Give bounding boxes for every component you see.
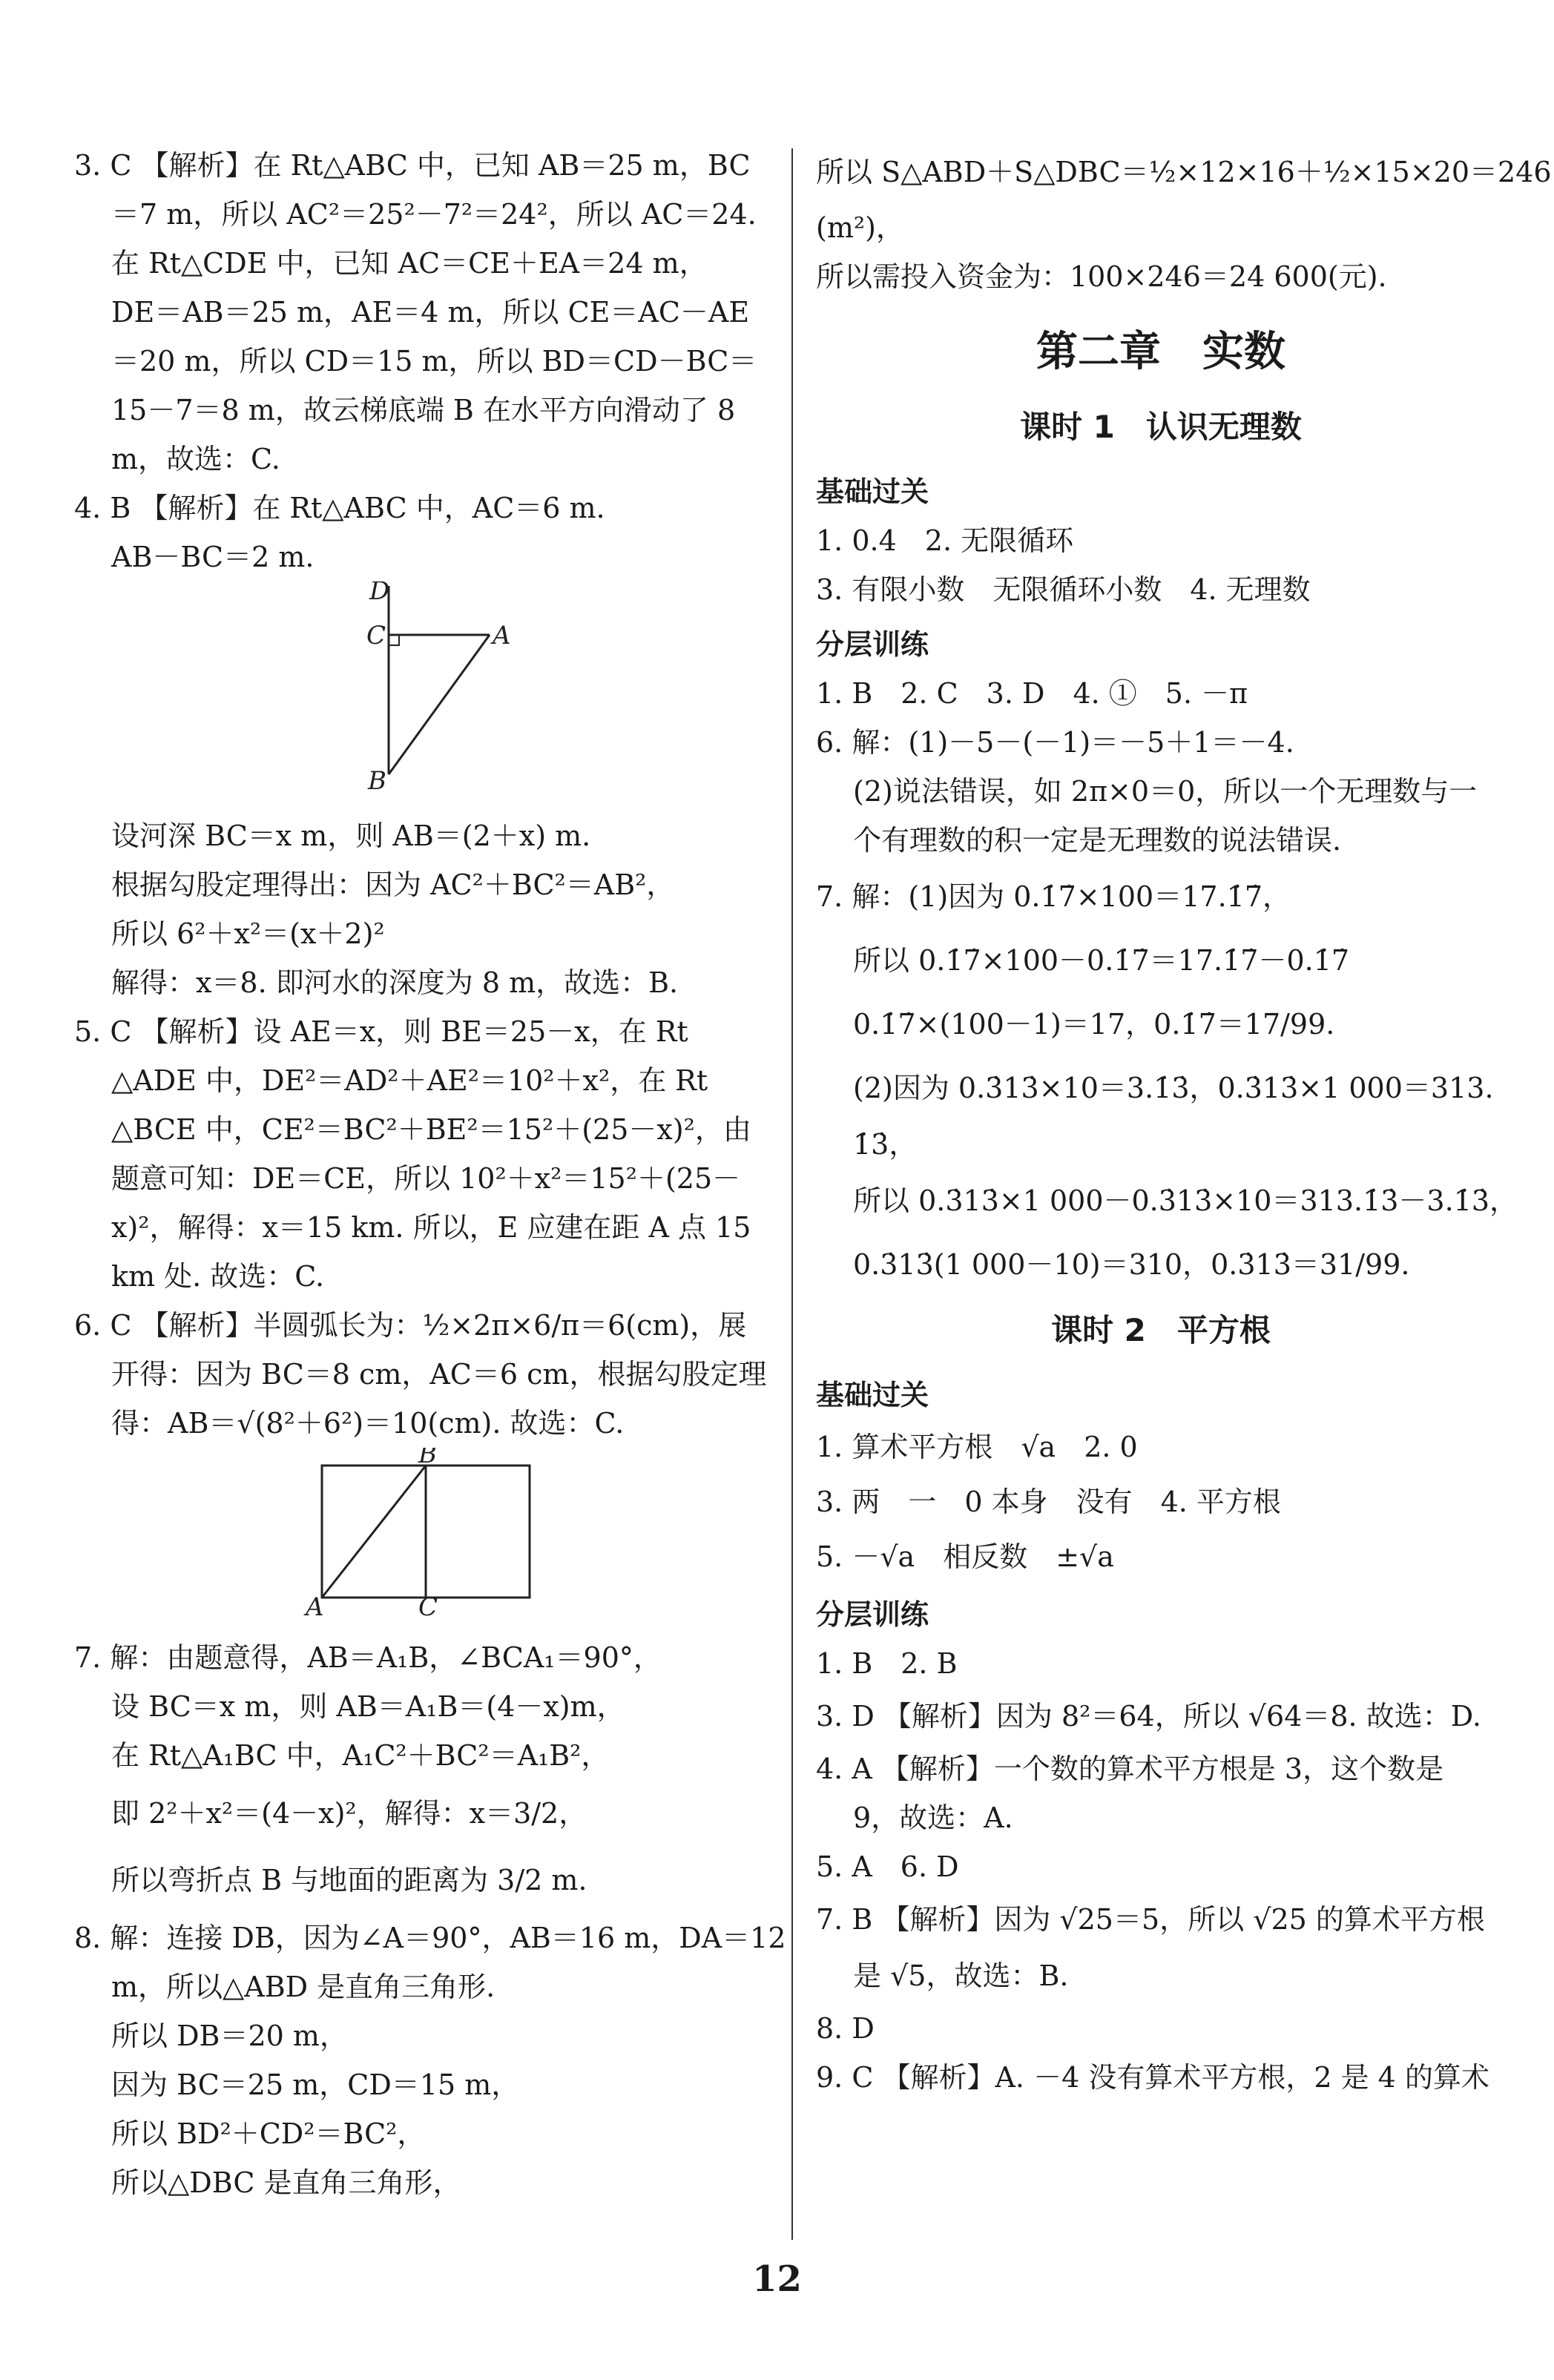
section-heading: 基础过关 — [816, 475, 929, 508]
label-d: D — [369, 581, 390, 606]
text-line: 解得：x＝8. 即河水的深度为 8 m，故选：B. — [111, 966, 679, 999]
lesson-title: 课时 1 认识无理数 — [1020, 409, 1302, 445]
left-column — [74, 141, 786, 2207]
section-heading: 分层训练 — [816, 628, 929, 661]
label-b: B — [368, 766, 386, 796]
text-line: 所以△DBC 是直角三角形， — [111, 2166, 461, 2199]
right-column — [816, 141, 1552, 2102]
answer-5 — [74, 1007, 768, 1301]
text-line: km 处. 故选：C. — [111, 1260, 325, 1293]
section-heading: 分层训练 — [816, 1598, 929, 1631]
text-line: △ADE 中，DE²＝AD²＋AE²＝10²＋x²，在 Rt — [111, 1064, 708, 1097]
cylinder-unfold-figure — [74, 1448, 768, 1618]
text-line: 所以弯折点 B 与地面的距离为 3/2 m. — [111, 1864, 587, 1896]
label-c: C — [366, 621, 386, 650]
text-line: 9，故选：A. — [853, 1802, 1013, 1834]
text-line: 15－7＝8 m，故云梯底端 B 在水平方向滑动了 8 — [111, 394, 736, 426]
text-line: m，故选：C. — [111, 443, 280, 475]
text-line: 1. B 2. C 3. D 4. ① 5. －π — [816, 677, 1248, 710]
column-divider — [791, 148, 793, 2240]
text-line: (m²)， — [816, 211, 904, 244]
answer-3 — [74, 141, 768, 484]
text-line: ＝20 m，所以 CD＝15 m，所以 BD＝CD－BC＝ — [111, 345, 757, 378]
text-line: 所以 DB＝20 m， — [111, 2020, 348, 2052]
text-line: 0.1̇7̇×(100－1)＝17，0.1̇7̇＝17/99. — [853, 1008, 1335, 1041]
line-ba — [389, 635, 490, 774]
text-line: 所以 0.1̇7̇×100－0.1̇7̇＝17.1̇7̇－0.1̇7̇ — [853, 944, 1350, 977]
text-line: 3. 有限小数 无限循环小数 4. 无理数 — [816, 573, 1311, 606]
label-b: B — [418, 1448, 437, 1469]
text-line: 1. 0.4 2. 无限循环 — [816, 524, 1074, 557]
text-line: 0.3̇13̇(1 000－10)＝310，0.3̇13̇＝31/99. — [853, 1248, 1410, 1281]
text-line: △BCE 中，CE²＝BC²＋BE²＝15²＋(25－x)²，由 — [111, 1113, 751, 1146]
text-line: 3. 两 一 0 本身 没有 4. 平方根 — [816, 1486, 1281, 1518]
answer-8-continued — [816, 141, 1552, 301]
text-line: 3. C 【解析】在 Rt△ABC 中，已知 AB＝25 m，BC — [74, 149, 751, 182]
text-line: 在 Rt△CDE 中，已知 AC＝CE＋EA＝24 m， — [111, 247, 708, 280]
text-line: 设河深 BC＝x m，则 AB＝(2＋x) m. — [111, 820, 591, 852]
text-line: 所以 BD²＋CD²＝BC²， — [111, 2117, 426, 2150]
text-line: 5. －√a 相反数 ±√a — [816, 1540, 1114, 1573]
text-line: 1. 算术平方根 √a 2. 0 — [816, 1431, 1138, 1463]
text-line: 5. C 【解析】设 AE＝x，则 BE＝25－x，在 Rt — [74, 1015, 688, 1048]
river-triangle-figure — [74, 581, 768, 797]
text-line: (2)因为 0.3̇13̇×10＝3.1̇3̇，0.3̇13̇×1 000＝313. — [853, 1072, 1494, 1104]
text-line: 题意可知：DE＝CE，所以 10²＋x²＝15²＋(25－ — [111, 1162, 741, 1195]
answer-8 — [74, 1913, 786, 2207]
text-line: 6. 解：(1)－5－(－1)＝－5＋1＝－4. — [816, 726, 1294, 759]
text-line: 根据勾股定理得出：因为 AC²＋BC²＝AB²， — [111, 868, 675, 901]
page-number: 12 — [752, 2258, 802, 2300]
text-line: 4. B 【解析】在 Rt△ABC 中，AC＝6 m. — [74, 492, 605, 524]
text-line: 9. C 【解析】A. －4 没有算术平方根，2 是 4 的算术 — [816, 2061, 1489, 2094]
text-line: x)²，解得：x＝15 km. 所以，E 应建在距 A 点 15 — [111, 1211, 751, 1244]
label-c: C — [418, 1592, 438, 1618]
text-line: 因为 BC＝25 m，CD＝15 m， — [111, 2069, 520, 2101]
text-line: 8. 解：连接 DB，因为∠A＝90°，AB＝16 m，DA＝12 — [74, 1922, 786, 1954]
text-line: ＝7 m，所以 AC²＝25²－7²＝24²，所以 AC＝24. — [111, 198, 757, 231]
label-a: A — [306, 1592, 324, 1618]
section-heading: 基础过关 — [816, 1379, 929, 1411]
text-line: 4. A 【解析】一个数的算术平方根是 3，这个数是 — [816, 1753, 1444, 1785]
text-line: 设 BC＝x m，则 AB＝A₁B＝(4－x)m， — [111, 1690, 625, 1723]
line-ab — [322, 1466, 426, 1598]
text-line: 7. B 【解析】因为 √25＝5，所以 √25 的算术平方根 — [816, 1903, 1485, 1936]
text-line: 是 √5，故选：B. — [853, 1959, 1069, 1992]
text-line: 所以 6²＋x²＝(x＋2)² — [111, 917, 385, 950]
text-line: 7. 解：(1)因为 0.1̇7̇×100＝17.1̇7̇， — [816, 880, 1291, 913]
answer-6 — [74, 1301, 768, 1633]
chapter-title: 第二章 实数 — [1036, 328, 1285, 376]
text-line: 个有理数的积一定是无理数的说法错误. — [853, 824, 1342, 857]
lesson-title: 课时 2 平方根 — [1051, 1312, 1271, 1348]
text-line: 7. 解：由题意得，AB＝A₁B，∠BCA₁＝90°， — [74, 1641, 662, 1674]
text-line: 1. B 2. B — [816, 1647, 958, 1680]
text-line: (2)说法错误，如 2π×0＝0，所以一个无理数与一 — [853, 775, 1478, 808]
text-line: 在 Rt△A₁BC 中，A₁C²＋BC²＝A₁B²， — [111, 1739, 610, 1772]
text-line: 1̇3̇， — [853, 1128, 918, 1161]
text-line: 所以需投入资金为：100×246＝24 600(元). — [816, 260, 1387, 293]
text-line: AB－BC＝2 m. — [111, 541, 315, 573]
text-line: 即 2²＋x²＝(4－x)²，解得：x＝3/2， — [111, 1797, 587, 1830]
answer-4 — [74, 484, 768, 1007]
text-line: 得：AB＝√(8²＋6²)＝10(cm). 故选：C. — [111, 1407, 625, 1440]
text-line: 8. D — [816, 2012, 875, 2045]
text-line: DE＝AB＝25 m，AE＝4 m，所以 CE＝AC－AE — [111, 296, 750, 329]
text-line: 5. A 6. D — [816, 1850, 959, 1883]
text-line: 6. C 【解析】半圆弧长为：½×2π×6/π＝6(cm)，展 — [74, 1309, 747, 1342]
label-a: A — [493, 621, 511, 650]
text-line: 所以 0.3̇13̇×1 000－0.3̇13̇×10＝313.1̇3̇－3.1̇3̇， — [853, 1184, 1518, 1217]
right-angle-mark — [389, 635, 399, 645]
text-line: 开得：因为 BC＝8 cm，AC＝6 cm，根据勾股定理 — [111, 1358, 767, 1391]
text-line: 3. D 【解析】因为 8²＝64，所以 √64＝8. 故选：D. — [816, 1700, 1481, 1733]
text-line: 所以 S△ABD＋S△DBC＝½×12×16＋½×15×20＝246 — [816, 156, 1552, 188]
text-line: m，所以△ABD 是直角三角形. — [111, 1971, 495, 2003]
answer-7 — [74, 1633, 768, 1913]
